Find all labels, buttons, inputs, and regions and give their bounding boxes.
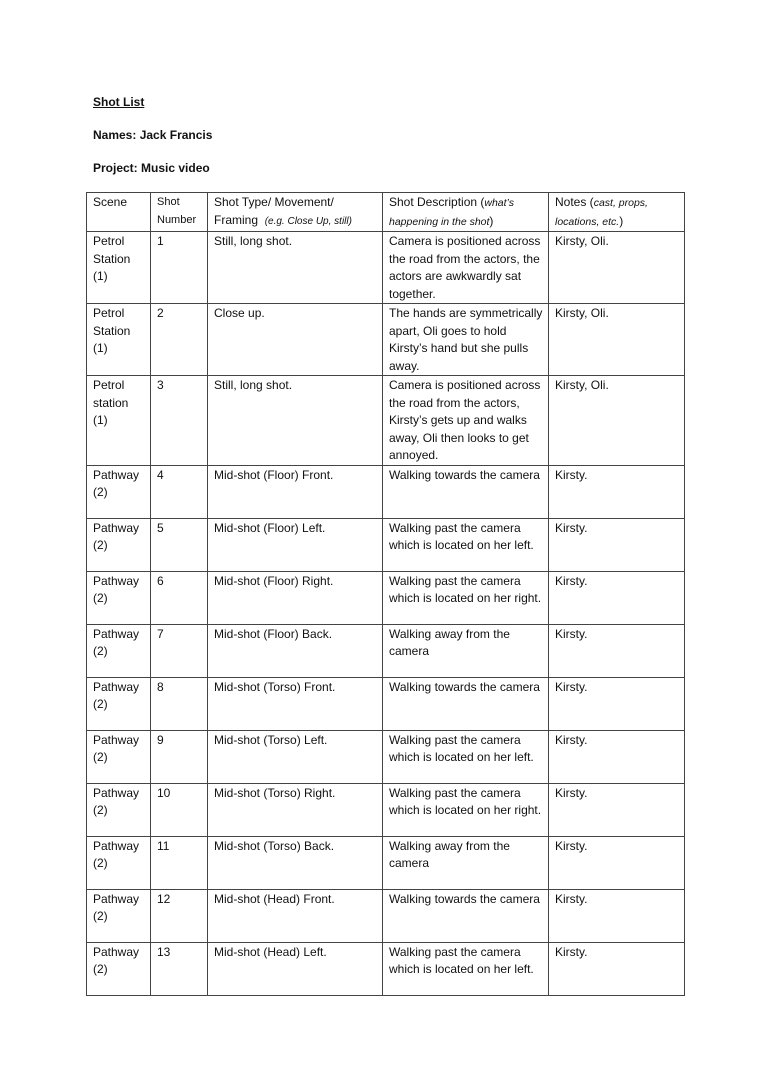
- header-shot-type-example: (e.g. Close Up, still): [264, 215, 352, 227]
- project-line: [93, 161, 210, 175]
- cell-notes: Kirsty.: [549, 518, 685, 571]
- cell-description: Walking past the camera which is located on her right.: [383, 571, 549, 624]
- cell-notes: Kirsty.: [549, 677, 685, 730]
- cell-notes: Kirsty.: [549, 730, 685, 783]
- cell-shot-number: 13: [151, 942, 208, 995]
- cell-description: The hands are symmetrically apart, Oli goes to hold Kirsty’s hand but she pulls away.: [383, 304, 549, 376]
- cell-shot-type: Mid-shot (Torso) Right.: [208, 783, 383, 836]
- cell-notes: Kirsty.: [549, 942, 685, 995]
- cell-scene: Pathway (2): [87, 571, 151, 624]
- cell-shot-type: Mid-shot (Torso) Back.: [208, 836, 383, 889]
- cell-shot-number: 2: [151, 304, 208, 376]
- table-row: [87, 232, 685, 304]
- cell-shot-number: 6: [151, 571, 208, 624]
- table-row: [87, 304, 685, 376]
- cell-description: Camera is positioned across the road from the actors, the actors are awkwardly sat together.: [383, 232, 549, 304]
- cell-description: Walking away from the camera: [383, 836, 549, 889]
- cell-notes: Kirsty.: [549, 889, 685, 942]
- table-row: [87, 518, 685, 571]
- cell-scene: Petrol Station (1): [87, 304, 151, 376]
- cell-notes: Kirsty.: [549, 783, 685, 836]
- table-row: [87, 465, 685, 518]
- cell-shot-type: Mid-shot (Head) Left.: [208, 942, 383, 995]
- cell-description: Walking past the camera which is located on her left.: [383, 730, 549, 783]
- names-label: Names:: [93, 128, 137, 142]
- cell-description: Walking past the camera which is located on her left.: [383, 942, 549, 995]
- cell-shot-number: 4: [151, 465, 208, 518]
- cell-scene: Pathway (2): [87, 518, 151, 571]
- cell-shot-number: 11: [151, 836, 208, 889]
- table-row: [87, 624, 685, 677]
- cell-scene: Pathway (2): [87, 730, 151, 783]
- names-value: Jack Francis: [139, 128, 213, 142]
- cell-scene: Pathway (2): [87, 624, 151, 677]
- cell-scene: Petrol Station (1): [87, 232, 151, 304]
- cell-notes: Kirsty, Oli.: [549, 376, 685, 466]
- cell-description: Walking towards the camera: [383, 889, 549, 942]
- cell-shot-number: 12: [151, 889, 208, 942]
- header-shot-number: Shot Number: [151, 193, 208, 232]
- cell-description: Walking past the camera which is located on her left.: [383, 518, 549, 571]
- cell-notes: Kirsty.: [549, 624, 685, 677]
- cell-description: Walking past the camera which is located on her right.: [383, 783, 549, 836]
- cell-shot-type: Mid-shot (Torso) Front.: [208, 677, 383, 730]
- cell-shot-number: 3: [151, 376, 208, 466]
- cell-scene: Pathway (2): [87, 889, 151, 942]
- cell-scene: Pathway (2): [87, 677, 151, 730]
- shot-list-table: [86, 192, 685, 996]
- cell-shot-number: 10: [151, 783, 208, 836]
- header-scene: Scene: [87, 193, 151, 232]
- cell-shot-type: Mid-shot (Floor) Left.: [208, 518, 383, 571]
- table-row: [87, 783, 685, 836]
- project-label: Project:: [93, 161, 138, 175]
- header-shot-type: Shot Type/ Movement/ Framing (e.g. Close Up, still): [208, 193, 383, 232]
- cell-notes: Kirsty.: [549, 836, 685, 889]
- cell-shot-type: Mid-shot (Floor) Back.: [208, 624, 383, 677]
- cell-shot-type: Mid-shot (Head) Front.: [208, 889, 383, 942]
- cell-shot-type: Mid-shot (Torso) Left.: [208, 730, 383, 783]
- table-row: [87, 376, 685, 466]
- cell-notes: Kirsty.: [549, 465, 685, 518]
- table-row: [87, 942, 685, 995]
- cell-shot-number: 7: [151, 624, 208, 677]
- cell-shot-type: Mid-shot (Floor) Right.: [208, 571, 383, 624]
- cell-shot-type: Still, long shot.: [208, 232, 383, 304]
- names-line: [93, 128, 212, 142]
- table-row: [87, 836, 685, 889]
- header-shot-description: Shot Description (what’s happening in the shot): [383, 193, 549, 232]
- cell-description: Walking towards the camera: [383, 465, 549, 518]
- table-row: [87, 571, 685, 624]
- table-row: [87, 889, 685, 942]
- cell-description: Walking away from the camera: [383, 624, 549, 677]
- cell-shot-number: 8: [151, 677, 208, 730]
- cell-description: Camera is positioned across the road from the actors, Kirsty’s gets up and walks away, Oli then looks to get annoyed.: [383, 376, 549, 466]
- cell-shot-type: Close up.: [208, 304, 383, 376]
- header-notes: Notes (cast, props, locations, etc.): [549, 193, 685, 232]
- table-row: [87, 677, 685, 730]
- cell-shot-number: 1: [151, 232, 208, 304]
- project-value: Music video: [141, 161, 210, 175]
- cell-shot-type: Mid-shot (Floor) Front.: [208, 465, 383, 518]
- cell-scene: Pathway (2): [87, 836, 151, 889]
- cell-shot-number: 5: [151, 518, 208, 571]
- cell-description: Walking towards the camera: [383, 677, 549, 730]
- cell-shot-type: Still, long shot.: [208, 376, 383, 466]
- document-title: Shot List: [93, 95, 145, 109]
- cell-scene: Pathway (2): [87, 465, 151, 518]
- cell-notes: Kirsty, Oli.: [549, 232, 685, 304]
- cell-notes: Kirsty, Oli.: [549, 304, 685, 376]
- table-row: [87, 730, 685, 783]
- cell-scene: Pathway (2): [87, 942, 151, 995]
- cell-notes: Kirsty.: [549, 571, 685, 624]
- cell-scene: Petrol station (1): [87, 376, 151, 466]
- table-header-row: [87, 193, 685, 232]
- cell-shot-number: 9: [151, 730, 208, 783]
- cell-scene: Pathway (2): [87, 783, 151, 836]
